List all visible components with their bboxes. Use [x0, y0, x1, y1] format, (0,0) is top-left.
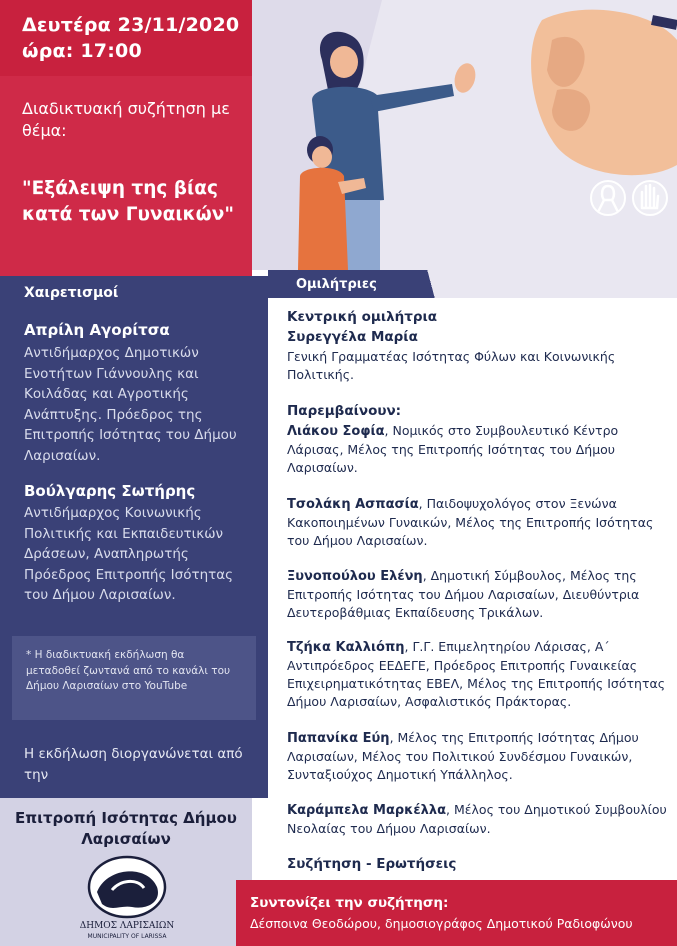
speakers-header: Ομιλήτριες [296, 277, 377, 292]
illustration-art [252, 0, 677, 270]
organizer-intro: Η εκδήλωση διοργανώνεται από την [24, 746, 243, 783]
awareness-ribbon-icon [591, 181, 625, 215]
raised-hand-icon [633, 181, 667, 215]
participants-label: Παρεμβαίνουν: [287, 403, 402, 419]
greeting-name: Βούλγαρης Σωτήρης [24, 482, 196, 500]
participant-name: Λιάκου Σοφία [287, 424, 385, 439]
mother-hand [451, 61, 478, 95]
participant-entry [287, 495, 667, 550]
municipality-logo [52, 852, 202, 942]
coordinator-name: Δέσποινα Θεοδώρου, δημοσιογράφος Δημοτικού Ραδιοφώνου [250, 916, 633, 931]
fist [531, 10, 677, 176]
logo-subtext: MUNICIPALITY OF LARISSA [87, 933, 167, 940]
broadcast-note: * Η διαδικτυακή εκδήλωση θα μεταδοθεί ζωντανά από το κανάλι του Δήμου Λαρισαίων στο YouTube [26, 649, 231, 692]
coordinator-title: Συντονίζει την συζήτηση: [250, 895, 449, 911]
participant-entry [287, 801, 667, 838]
coordinator-bar [236, 880, 677, 946]
greeting-role: Αντιδήμαρχος Δημοτικών Ενοτήτων Γιάννουλης και Κοιλάδας και Αγροτικής Ανάπτυξης. Πρόεδρος της Επιτροπής Ισότητας του Δήμου Λαρισαίων. [24, 345, 237, 464]
participant-role: , Γ.Γ. Επιμελητηρίου Λάρισας, Α΄ Αντιπρόεδρος ΕΕΔΕΓΕ, Πρόεδρος Επιτροπής Γυναικείας Επιχειρηματικότητας ΕΒΕΛ, Μέλος της Επιτροπής Ισότητας Δήμου Λαρισαίων, Ασφαλιστικός Πράκτορας. [287, 639, 666, 709]
participant-role: , Παιδοψυχολόγος στον Ξενώνα Κακοποιημένων Γυναικών, Μέλος της Επιτροπής Ισότητας του Δήμου Λαρισαίων. [287, 496, 654, 548]
participant-entry [287, 422, 667, 477]
participant-role: , Δημοτική Σύμβουλος, Μέλος της Επιτροπής Ισότητας του Δήμου Λαρισαίων, Διευθύντρια Δευτεροβάθμιας Εκπαίδευσης Τρικάλων. [287, 568, 640, 620]
discussion-label: Συζήτηση - Ερωτήσεις [287, 856, 457, 872]
participant-name: Παπανίκα Εύη [287, 731, 390, 746]
event-time: ώρα: 17:00 [22, 40, 142, 62]
participant-name: Τζήκα Καλλιόπη [287, 640, 405, 655]
topic-title: "Εξάλειψη της βίας κατά των Γυναικών" [22, 178, 235, 225]
participant-role: , Νομικός στο Συμβουλευτικό Κέντρο Λάρισας, Μέλος της Επιτροπής Ισότητας του Δήμου Λαρισαίων. [287, 423, 619, 475]
keynote-name: Συρεγγέλα Μαρία [287, 329, 418, 345]
participant-name: Ξυνοπούλου Ελένη [287, 569, 423, 584]
keynote-label: Κεντρική ομιλήτρια [287, 309, 438, 325]
participant-entry [287, 567, 667, 622]
keynote-role: Γενική Γραμματέας Ισότητας Φύλων και Κοινωνικής Πολιτικής. [287, 349, 616, 382]
illustration [252, 0, 677, 270]
logo-text: ΔΗΜΟΣ ΛΑΡΙΣΑΙΩΝ [79, 921, 175, 931]
greetings-header: Χαιρετισμοί [24, 285, 119, 301]
participant-role: , Μέλος του Δημοτικού Συμβουλίου Νεολαίας του Δήμου Λαρισαίων. [287, 802, 667, 836]
participant-entry [287, 638, 667, 711]
participant-entry [287, 729, 667, 784]
greeting-role: Αντιδήμαρχος Κοινωνικής Πολιτικής και Εκπαιδευτικών Δράσεων, Αναπληρωτής Πρόεδρος Επιτροπής Ισότητας του Δήμου Λαρισαίων. [24, 505, 234, 603]
greeting-name: Απρίλη Αγορίτσα [24, 321, 170, 339]
date-box [0, 0, 252, 76]
participant-name: Καράμπελα Μαρκέλλα [287, 803, 447, 818]
event-date: Δευτέρα 23/11/2020 [22, 14, 240, 36]
participant-name: Τσολάκη Ασπασία [287, 497, 419, 512]
organizer-name: Επιτροπή Ισότητας Δήμου Λαρισαίων [15, 809, 237, 848]
participant-role: , Μέλος της Επιτροπής Ισότητας Δήμου Λαρισαίων, Μέλος του Πολιτικού Συνδέσμου Γυναικών, Συνταξιούχος Δημοτική Υπάλληλος. [287, 730, 639, 782]
topic-intro: Διαδικτυακή συζήτηση με θέμα: [22, 99, 230, 140]
